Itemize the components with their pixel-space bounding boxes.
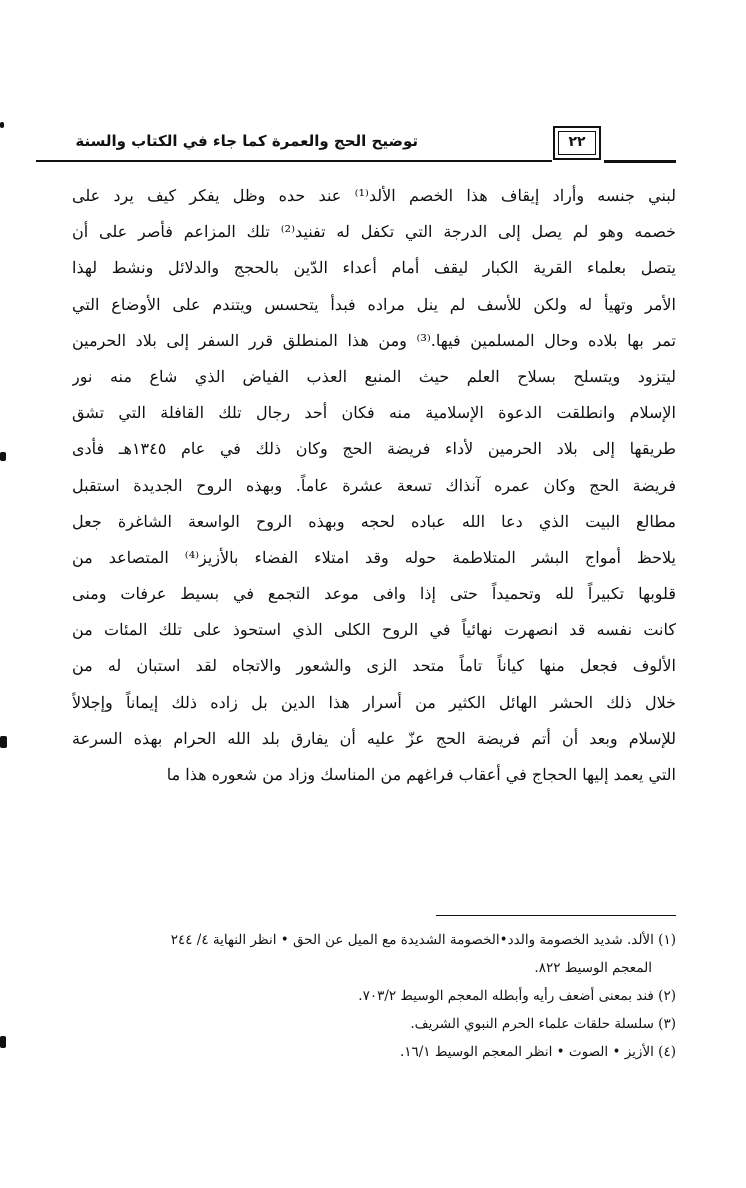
text-line: لبني جنسه وأراد إيقاف هذا الخصم الألد⁽¹⁾ عند حده وظل يفكر كيف يرد على [72, 186, 676, 205]
footnote-2: (٢) فند بمعنى أضعف رأيه وأبطله المعجم الوسيط ٧٠٣/٢. [358, 988, 676, 1004]
scan-mark [0, 452, 6, 461]
text-line: تمر بها بلاده وحال المسلمين فيها.⁽³⁾ ومن هذا المنطلق قرر السفر إلى بلاد الحرمين [72, 330, 676, 350]
scan-mark [0, 122, 4, 128]
footnote-4: (٤) الأزيز • الصوت • انظر المعجم الوسيط ١٦/١. [399, 1044, 676, 1060]
text-line: الألوف فجعل منها كياناً تاماً متحد الزى والشعور والاتجاه لقد استبان له من [72, 656, 676, 676]
text-line: خلال ذلك الحشر الهائل الكثير من أسرار هذا الدين بل زاده ذلك إيماناً وإجلالاً [72, 692, 676, 712]
text-line: التي يعمد إليها الحجاج في أعقاب فراغهم من المناسك وزاد من شعوره هذا ما [166, 765, 676, 784]
text-line: ليتزود ويتسلح بسلاح العلم حيث المنبع العذب الفياض الذي شاع منه نور [72, 366, 676, 386]
page-number: ٢٢ [568, 134, 586, 150]
text-line: الإسلام وانطلقت الدعوة الإسلامية منه فكان أحد رجال تلك القافلة التي تشق [72, 403, 676, 423]
text-line: يتصل بعلماء القرية الكبار ليقف أمام أعداء الدّين بالحجج والدلائل ونشط لهذا [72, 258, 676, 278]
body-text [72, 178, 676, 793]
footnotes [60, 926, 676, 1066]
header-rule [36, 160, 552, 162]
text-line: الأمر وتهيأ له ولكن للأسف لم ينل مراده فبدأ يتحسس ويتندم على الأوضاع التي [72, 294, 676, 314]
footnote-1-continued: المعجم الوسيط ٨٢٢. [534, 960, 652, 976]
page-number-frame [553, 126, 601, 160]
text-line: كانت نفسه قد انصهرت نهائياً في الروح الكلى الذي استحوذ على تلك المئات من [72, 620, 676, 640]
footnote-1: (١) الألد. شديد الخصومة والدد•الخصومة الشديدة مع الميل عن الحق • انظر النهاية ٤/ ٢٤٤ [170, 932, 676, 948]
text-line: مطالع البيت الذي دعا الله عباده لحجه وبهذه الروح الواسعة الشاغرة جعل [72, 511, 676, 531]
text-line: طريقها إلى بلاد الحرمين لأداء فريضة الحج وكان ذلك في عام ١٣٤٥هـ فأدى [72, 439, 676, 459]
footnote-separator [436, 915, 676, 916]
book-title: توضيح الحج والعمرة كما جاء في الكتاب والسنة [75, 132, 418, 150]
text-line: للإسلام وبعد أن أتم فريضة الحج عزّ عليه أن يفارق بلد الله الحرام بهذه السرعة [72, 728, 676, 748]
text-line: خصمه وهو لم يصل إلى الدرجة التي تكفل له تفنيد⁽²⁾ تلك المزاعم فأصر على أن [72, 222, 676, 242]
running-header [36, 128, 676, 172]
text-line: فريضة الحج وكان عمره آنذاك تسعة عشرة عاماً. وبهذه الروح الجديدة استقبل [72, 475, 676, 495]
scan-mark [0, 1036, 6, 1048]
scan-mark [0, 736, 7, 748]
header-rule-short [604, 160, 676, 163]
footnote-3: (٣) سلسلة حلقات علماء الحرم النبوي الشريف. [410, 1016, 676, 1032]
text-line: قلوبها تكبيراً لله وتحميداً حتى إذا وافى موعد التجمع في بسيط عرفات ومنى [72, 584, 676, 604]
text-line: يلاحظ أمواج البشر المتلاطمة حوله وقد امتلاء الفضاء بالأزيز⁽⁴⁾ المتصاعد من [72, 547, 676, 567]
